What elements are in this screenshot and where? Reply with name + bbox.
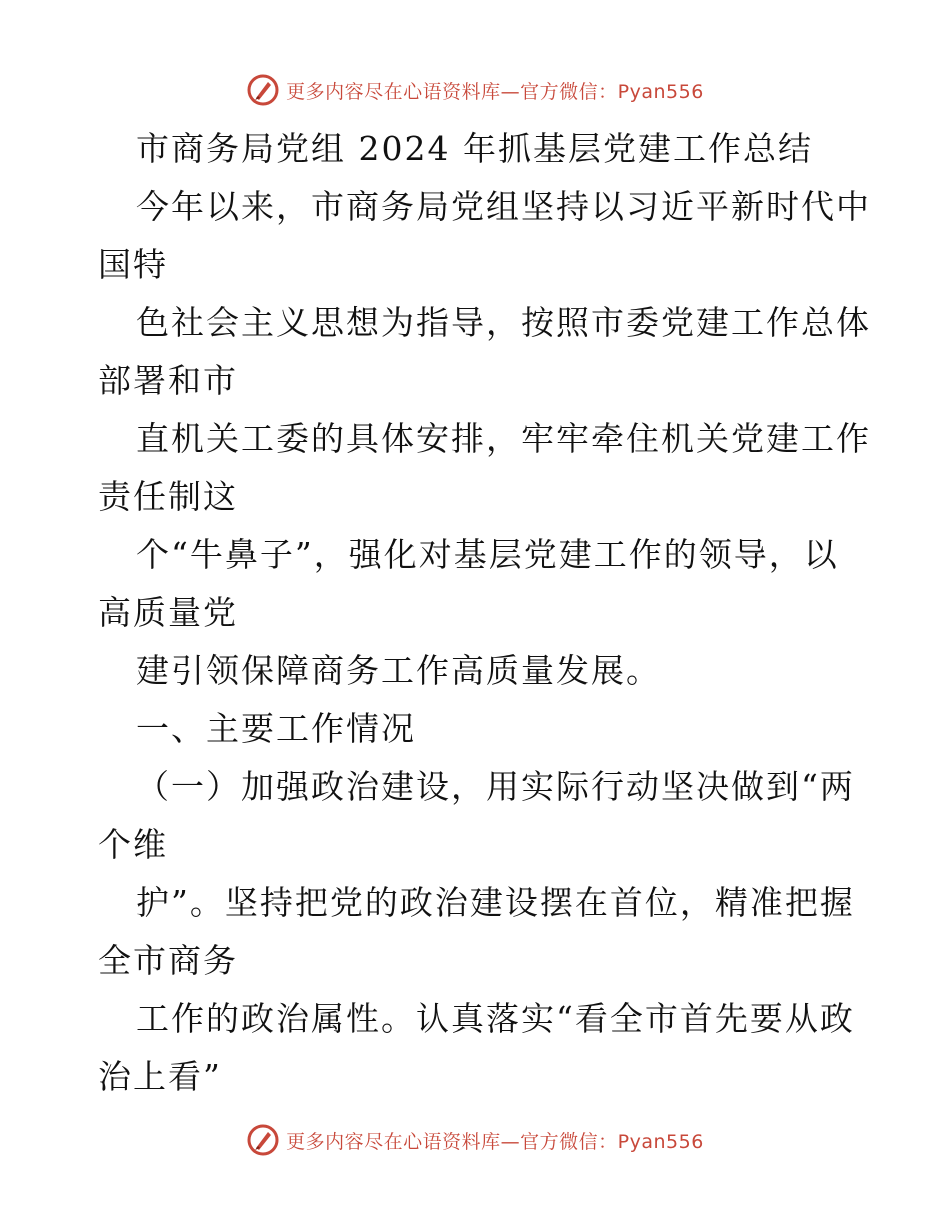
watermark-text: 更多内容尽在心语资料库—官方微信：Pyan556 xyxy=(286,1130,704,1153)
text-line: 个维 xyxy=(98,825,168,864)
text-line: 工作的政治属性。认真落实“看全市首先要从政 xyxy=(136,999,855,1038)
text-line: 市商务局党组 2024 年抓基层党建工作总结 xyxy=(136,129,813,168)
text-line: 今年以来，市商务局党组坚持以习近平新时代中 xyxy=(136,187,871,226)
text-line: 国特 xyxy=(98,245,168,284)
header-watermark xyxy=(0,70,950,110)
text-line: 高质量党 xyxy=(98,593,238,632)
text-line: 色社会主义思想为指导，按照市委党建工作总体 xyxy=(136,303,871,342)
text-line: 全市商务 xyxy=(98,941,238,980)
text-line: 护”。坚持把党的政治建设摆在首位，精准把握 xyxy=(136,883,855,922)
text-line: 直机关工委的具体安排，牢牢牵住机关党建工作 xyxy=(136,419,871,458)
text-line: 个“牛鼻子”，强化对基层党建工作的领导，以 xyxy=(136,535,839,574)
watermark-text: 更多内容尽在心语资料库—官方微信：Pyan556 xyxy=(286,80,704,103)
text-line: （一）加强政治建设，用实际行动坚决做到“两 xyxy=(136,767,855,806)
text-line: 建引领保障商务工作高质量发展。 xyxy=(136,651,661,690)
footer-watermark xyxy=(0,1120,950,1160)
pen-logo-icon xyxy=(246,73,280,107)
text-line: 责任制这 xyxy=(98,477,238,516)
text-line: 一、主要工作情况 xyxy=(136,709,416,748)
document-body xyxy=(98,120,871,1106)
text-line: 部署和市 xyxy=(98,361,238,400)
pen-logo-icon xyxy=(246,1123,280,1157)
text-line: 治上看” xyxy=(98,1057,222,1096)
